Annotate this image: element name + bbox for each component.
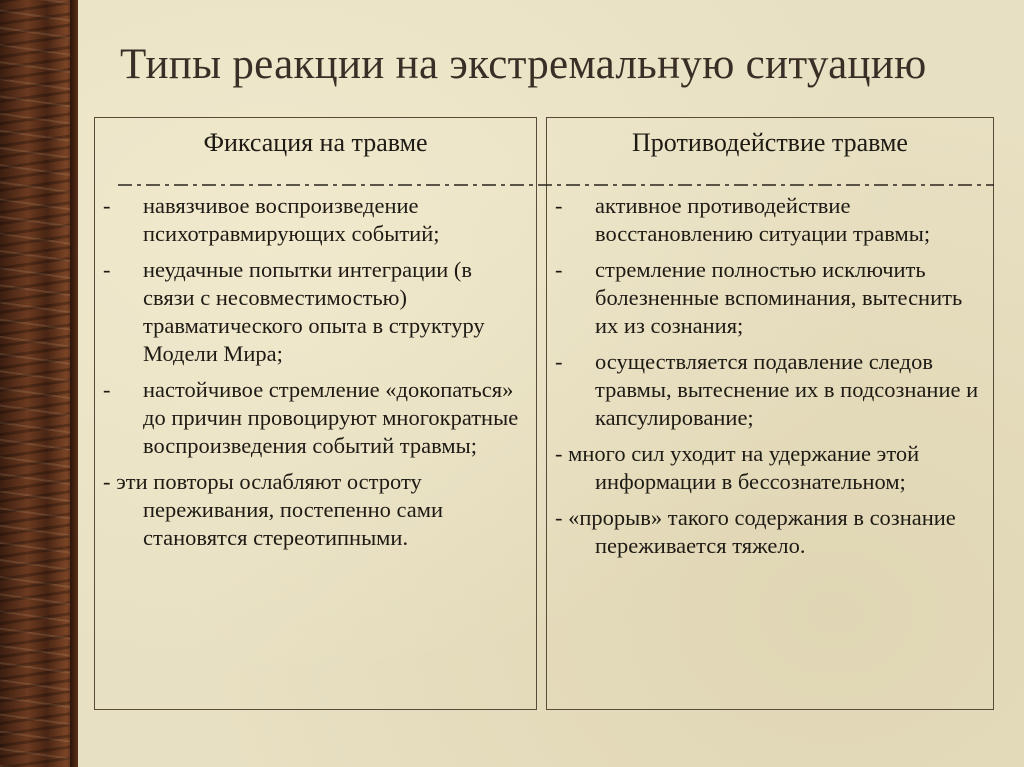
right-column: [546, 117, 994, 710]
wood-border-edge: [70, 0, 78, 767]
list-item-text: осуществляется подавление следов травмы, вытеснение их в подсознание и капсулирование;: [595, 349, 979, 430]
bullet-dash: -: [555, 505, 569, 530]
bullet-dash: -: [103, 469, 117, 494]
dash-dot-divider: [118, 181, 994, 189]
list-item-text: стремление полностью исключить болезненные вспоминания, вытеснить их из сознания;: [595, 257, 963, 338]
left-column-heading: Фиксация на травме: [203, 128, 428, 157]
list-item: [103, 376, 528, 460]
bullet-dash: -: [103, 257, 111, 282]
list-item-text: эти повторы ослабляют остроту переживания, постепенно сами становятся стереотипными.: [116, 469, 444, 550]
list-item: [103, 468, 528, 552]
list-item-text: много сил уходит на удержание этой информации в бессознательном;: [568, 441, 920, 494]
bullet-dash: -: [555, 349, 563, 374]
list-item: [555, 192, 985, 248]
left-column: [94, 117, 537, 710]
bullet-dash: -: [103, 377, 111, 402]
page-title: Типы реакции на экстремальную ситуацию: [120, 41, 927, 88]
list-item-text: «прорыв» такого содержания в сознание переживается тяжело.: [568, 505, 956, 558]
bullet-dash: -: [103, 193, 111, 218]
bullet-dash: -: [555, 193, 563, 218]
right-column-heading: Противодействие травме: [632, 128, 908, 157]
bullet-dash: -: [555, 441, 569, 466]
list-item-text: настойчивое стремление «докопаться» до причин провоцируют многократные воспроизведения событий травмы;: [143, 377, 519, 458]
list-item: [555, 256, 985, 340]
list-item: [555, 504, 985, 560]
list-item: [555, 440, 985, 496]
list-item: [103, 256, 528, 368]
list-item-text: активное противодействие восстановлению ситуации травмы;: [595, 193, 931, 246]
list-item: [555, 348, 985, 432]
list-item-text: навязчивое воспроизведение психотравмирующих событий;: [143, 193, 440, 246]
wood-border: [0, 0, 78, 767]
bullet-dash: -: [555, 257, 563, 282]
left-column-list: [95, 182, 536, 552]
list-item-text: неудачные попытки интеграции (в связи с несовместимостью) травматического опыта в структуру Модели Мира;: [143, 257, 485, 366]
right-column-list: [547, 182, 993, 560]
list-item: [103, 192, 528, 248]
